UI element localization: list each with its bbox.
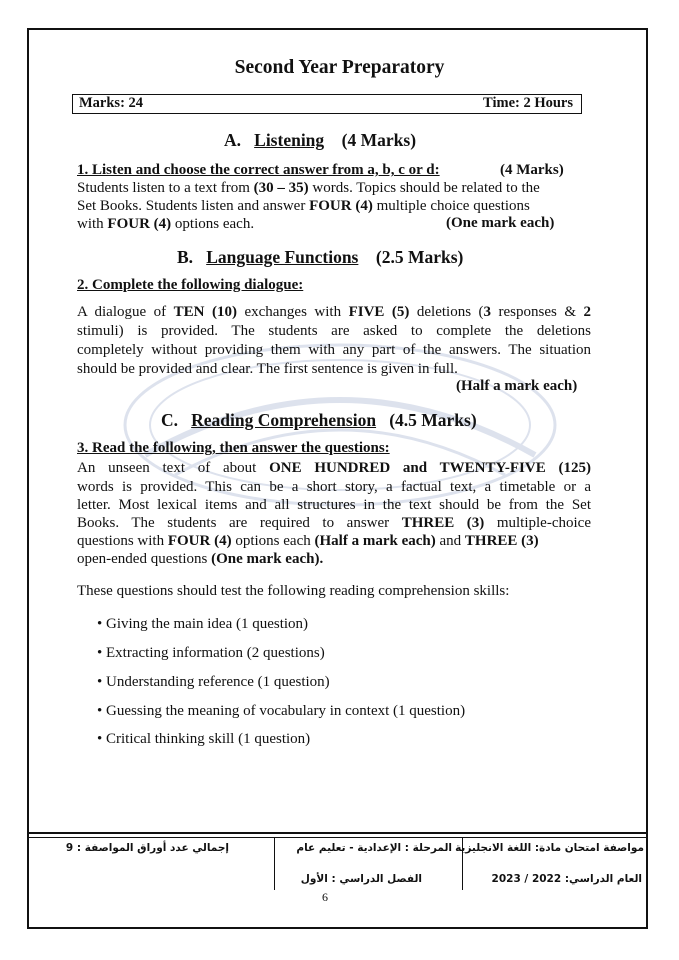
question-1-text-line3: with FOUR (4) options each. bbox=[77, 216, 255, 232]
question-1-marks: (4 Marks) bbox=[500, 162, 564, 178]
section-c-heading: C. Reading Comprehension (4.5 Marks) bbox=[161, 410, 477, 430]
question-3-text-line2: words is provided. This can be a short story, a factual text, a timetable or a bbox=[77, 479, 591, 495]
question-2-text-line2: stimuli) is provided. The students are asked to complete the deletions bbox=[77, 323, 591, 339]
question-3-heading: 3. Read the following, then answer the questions: bbox=[77, 440, 390, 456]
footer-stage: المرحلة : الإعدادية - تعليم عام bbox=[296, 842, 452, 854]
footer-spec-subject: مواصفة امتحان مادة: اللغة الانجليزية bbox=[455, 842, 644, 854]
question-1-heading: 1. Listen and choose the correct answer from a, b, c or d: bbox=[77, 162, 440, 178]
question-3-text-line6: open-ended questions (One mark each). bbox=[77, 551, 324, 567]
question-3-text-line3: letter. Most lexical items and all structures in the text should be from the Set bbox=[77, 497, 591, 513]
question-2-heading: 2. Complete the following dialogue: bbox=[77, 277, 304, 293]
document-title: Second Year Preparatory bbox=[234, 57, 445, 78]
footer-divider-thick bbox=[29, 832, 646, 834]
skill-item: • Giving the main idea (1 question) bbox=[97, 616, 309, 632]
skill-item: • Critical thinking skill (1 question) bbox=[97, 731, 311, 747]
page-number: 6 bbox=[322, 890, 328, 904]
footer-total-sheets: إجمالي عدد أوراق المواصفة : 9 bbox=[65, 842, 229, 854]
question-2-text-line3: completely without providing them with any part of the answers. The situation bbox=[77, 342, 591, 358]
question-1-text-line2: Set Books. Students listen and answer FOUR (4) multiple choice questions bbox=[77, 198, 530, 214]
skill-item: • Extracting information (2 questions) bbox=[97, 645, 325, 661]
skills-intro: These questions should test the following reading comprehension skills: bbox=[77, 583, 510, 599]
marks-time-bar bbox=[72, 94, 582, 114]
footer-divider-thin bbox=[29, 837, 646, 838]
skill-item: • Understanding reference (1 question) bbox=[97, 674, 330, 690]
question-1-text-line1: Students listen to a text from (30 – 35) words. Topics should be related to the bbox=[77, 180, 540, 196]
footer-column-separator bbox=[274, 838, 275, 890]
question-2-text-line4: should be provided and clear. The first sentence is given in full. bbox=[77, 361, 458, 377]
time-label: Time: 2 Hours bbox=[483, 95, 573, 111]
footer-academic-year: العام الدراسي: 2022 / 2023 bbox=[491, 873, 642, 885]
question-3-text-line4: Books. The students are required to answer THREE (3) multiple-choice bbox=[77, 515, 591, 531]
skill-item: • Guessing the meaning of vocabulary in context (1 question) bbox=[97, 703, 466, 719]
section-b-heading: B. Language Functions (2.5 Marks) bbox=[177, 247, 464, 267]
question-1-mark-each: (One mark each) bbox=[446, 215, 555, 231]
section-a-heading: A. Listening (4 Marks) bbox=[224, 130, 417, 150]
footer-term: الفصل الدراسي : الأول bbox=[300, 873, 422, 885]
question-3-text-line5: questions with FOUR (4) options each (Half a mark each) and THREE (3) bbox=[77, 533, 539, 549]
marks-label: Marks: 24 bbox=[79, 95, 144, 111]
question-2-mark-each: (Half a mark each) bbox=[456, 378, 578, 394]
question-3-text-line1: An unseen text of about ONE HUNDRED and TWENTY-FIVE (125) bbox=[77, 460, 591, 476]
question-2-text-line1: A dialogue of TEN (10) exchanges with FIVE (5) deletions (3 responses & 2 bbox=[77, 304, 591, 320]
